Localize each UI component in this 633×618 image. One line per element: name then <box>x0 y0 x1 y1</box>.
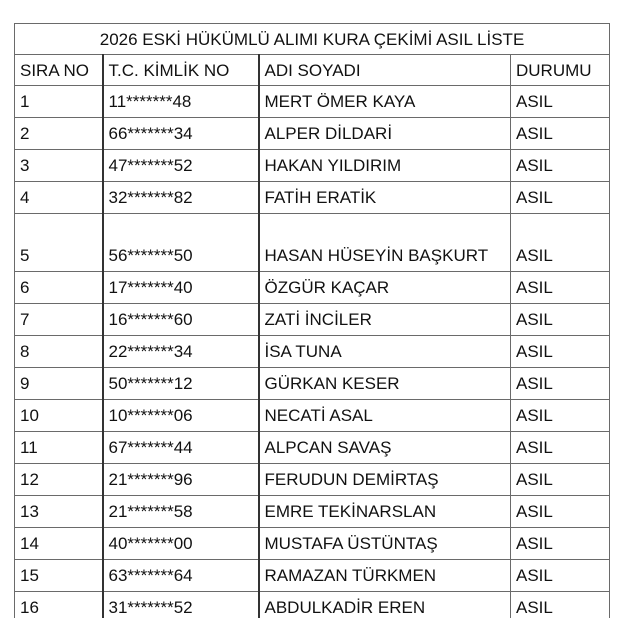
row-number: 12 <box>15 464 103 496</box>
row-number: 1 <box>15 86 103 118</box>
row-number: 9 <box>15 368 103 400</box>
row-status: ASIL <box>511 336 610 368</box>
row-tc-number: 21*******58 <box>103 496 259 528</box>
list-table <box>14 23 610 618</box>
row-full-name: GÜRKAN KESER <box>259 368 511 400</box>
row-number: 14 <box>15 528 103 560</box>
row-number: 16 <box>15 592 103 618</box>
table-row <box>15 560 610 592</box>
row-status: ASIL <box>511 304 610 336</box>
row-tc-number: 40*******00 <box>103 528 259 560</box>
row-number: 7 <box>15 304 103 336</box>
table-row <box>15 150 610 182</box>
row-number: 15 <box>15 560 103 592</box>
table-row <box>15 272 610 304</box>
table-row <box>15 528 610 560</box>
row-tc-number: 21*******96 <box>103 464 259 496</box>
row-full-name: İSA TUNA <box>259 336 511 368</box>
column-header-sira-no: SIRA NO <box>15 55 103 86</box>
row-number: 4 <box>15 182 103 214</box>
table-row <box>15 118 610 150</box>
table-body <box>15 86 610 618</box>
row-full-name: RAMAZAN TÜRKMEN <box>259 560 511 592</box>
row-status: ASIL <box>511 400 610 432</box>
column-header-durumu: DURUMU <box>511 55 610 86</box>
row-tc-number: 10*******06 <box>103 400 259 432</box>
row-full-name: FATİH ERATİK <box>259 182 511 214</box>
row-status: ASIL <box>511 432 610 464</box>
row-full-name: EMRE TEKİNARSLAN <box>259 496 511 528</box>
row-tc-number: 16*******60 <box>103 304 259 336</box>
row-status: ASIL <box>511 150 610 182</box>
column-header-tc-kimlik-no: T.C. KİMLİK NO <box>103 55 259 86</box>
table-row <box>15 182 610 214</box>
row-full-name: HASAN HÜSEYİN BAŞKURT <box>259 214 511 272</box>
row-status: ASIL <box>511 272 610 304</box>
table-row <box>15 368 610 400</box>
row-status: ASIL <box>511 118 610 150</box>
row-tc-number: 50*******12 <box>103 368 259 400</box>
row-full-name: FERUDUN DEMİRTAŞ <box>259 464 511 496</box>
row-number: 6 <box>15 272 103 304</box>
row-status: ASIL <box>511 592 610 618</box>
row-status: ASIL <box>511 368 610 400</box>
row-number: 10 <box>15 400 103 432</box>
row-tc-number: 56*******50 <box>103 214 259 272</box>
row-tc-number: 66*******34 <box>103 118 259 150</box>
row-status: ASIL <box>511 560 610 592</box>
table-row <box>15 304 610 336</box>
row-full-name: ALPCAN SAVAŞ <box>259 432 511 464</box>
row-status: ASIL <box>511 496 610 528</box>
row-full-name: HAKAN YILDIRIM <box>259 150 511 182</box>
row-tc-number: 32*******82 <box>103 182 259 214</box>
table-row <box>15 592 610 618</box>
header-row <box>15 55 610 86</box>
row-tc-number: 67*******44 <box>103 432 259 464</box>
row-status: ASIL <box>511 86 610 118</box>
column-header-adi-soyadi: ADI SOYADI <box>259 55 511 86</box>
row-number: 13 <box>15 496 103 528</box>
row-tc-number: 47*******52 <box>103 150 259 182</box>
row-tc-number: 11*******48 <box>103 86 259 118</box>
row-tc-number: 63*******64 <box>103 560 259 592</box>
row-tc-number: 22*******34 <box>103 336 259 368</box>
table-row <box>15 496 610 528</box>
row-number: 2 <box>15 118 103 150</box>
row-status: ASIL <box>511 182 610 214</box>
table-row <box>15 400 610 432</box>
table-row <box>15 336 610 368</box>
document-sheet <box>14 23 609 618</box>
row-tc-number: 31*******52 <box>103 592 259 618</box>
title-row <box>15 24 610 55</box>
row-full-name: ABDULKADİR EREN <box>259 592 511 618</box>
row-status: ASIL <box>511 464 610 496</box>
row-full-name: ALPER DİLDARİ <box>259 118 511 150</box>
table-row <box>15 464 610 496</box>
table-row <box>15 214 610 272</box>
row-status: ASIL <box>511 528 610 560</box>
row-number: 5 <box>15 214 103 272</box>
row-full-name: MERT ÖMER KAYA <box>259 86 511 118</box>
table-row <box>15 86 610 118</box>
row-full-name: MUSTAFA ÜSTÜNTAŞ <box>259 528 511 560</box>
table-row <box>15 432 610 464</box>
row-number: 8 <box>15 336 103 368</box>
row-number: 11 <box>15 432 103 464</box>
page-title: 2026 ESKİ HÜKÜMLÜ ALIMI KURA ÇEKİMİ ASIL LİSTE <box>15 24 610 55</box>
row-tc-number: 17*******40 <box>103 272 259 304</box>
row-full-name: NECATİ ASAL <box>259 400 511 432</box>
row-full-name: ÖZGÜR KAÇAR <box>259 272 511 304</box>
row-number: 3 <box>15 150 103 182</box>
row-full-name: ZATİ İNCİLER <box>259 304 511 336</box>
row-status: ASIL <box>511 214 610 272</box>
